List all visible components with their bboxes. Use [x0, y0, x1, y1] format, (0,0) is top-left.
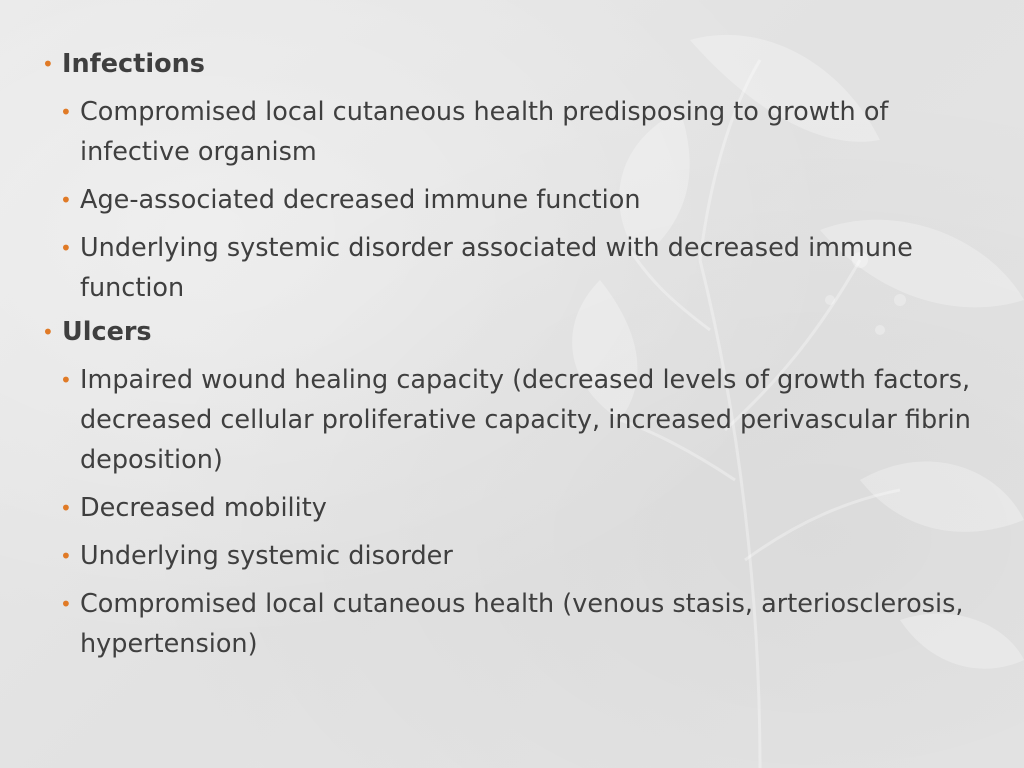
bullet-marker: • — [60, 236, 72, 260]
bullet-marker: • — [60, 592, 72, 616]
list-item-text: Compromised local cutaneous health (venous stasis, arteriosclerosis, hypertension) — [80, 589, 964, 659]
section-heading-ulcers — [42, 312, 982, 352]
list-item-text: Underlying systemic disorder associated with decreased immune function — [80, 233, 913, 303]
list-item — [60, 536, 982, 576]
bullet-marker: • — [60, 188, 72, 212]
list-item-text: Impaired wound healing capacity (decreased levels of growth factors, decreased cellular proliferative capacity, increased perivascular fibrin deposition) — [80, 365, 971, 475]
bullet-marker: • — [60, 100, 72, 124]
list-item-text: Underlying systemic disorder — [80, 541, 453, 571]
bullet-marker: • — [60, 368, 72, 392]
list-item — [60, 584, 982, 664]
list-item — [60, 92, 982, 172]
bullet-list — [42, 40, 982, 664]
list-item — [60, 228, 982, 308]
bullet-marker: • — [60, 496, 72, 520]
heading-text: Infections — [62, 49, 205, 79]
list-item-text: Age-associated decreased immune function — [80, 185, 641, 215]
list-item — [60, 488, 982, 528]
list-item-text: Compromised local cutaneous health predisposing to growth of infective organism — [80, 97, 889, 167]
bullet-marker: • — [60, 544, 72, 568]
bullet-marker: • — [42, 320, 54, 344]
heading-text: Ulcers — [62, 317, 152, 347]
bullet-marker: • — [42, 52, 54, 76]
section-heading-infections — [42, 44, 982, 84]
list-item-text: Decreased mobility — [80, 493, 327, 523]
list-item — [60, 360, 982, 480]
list-item — [60, 180, 982, 220]
